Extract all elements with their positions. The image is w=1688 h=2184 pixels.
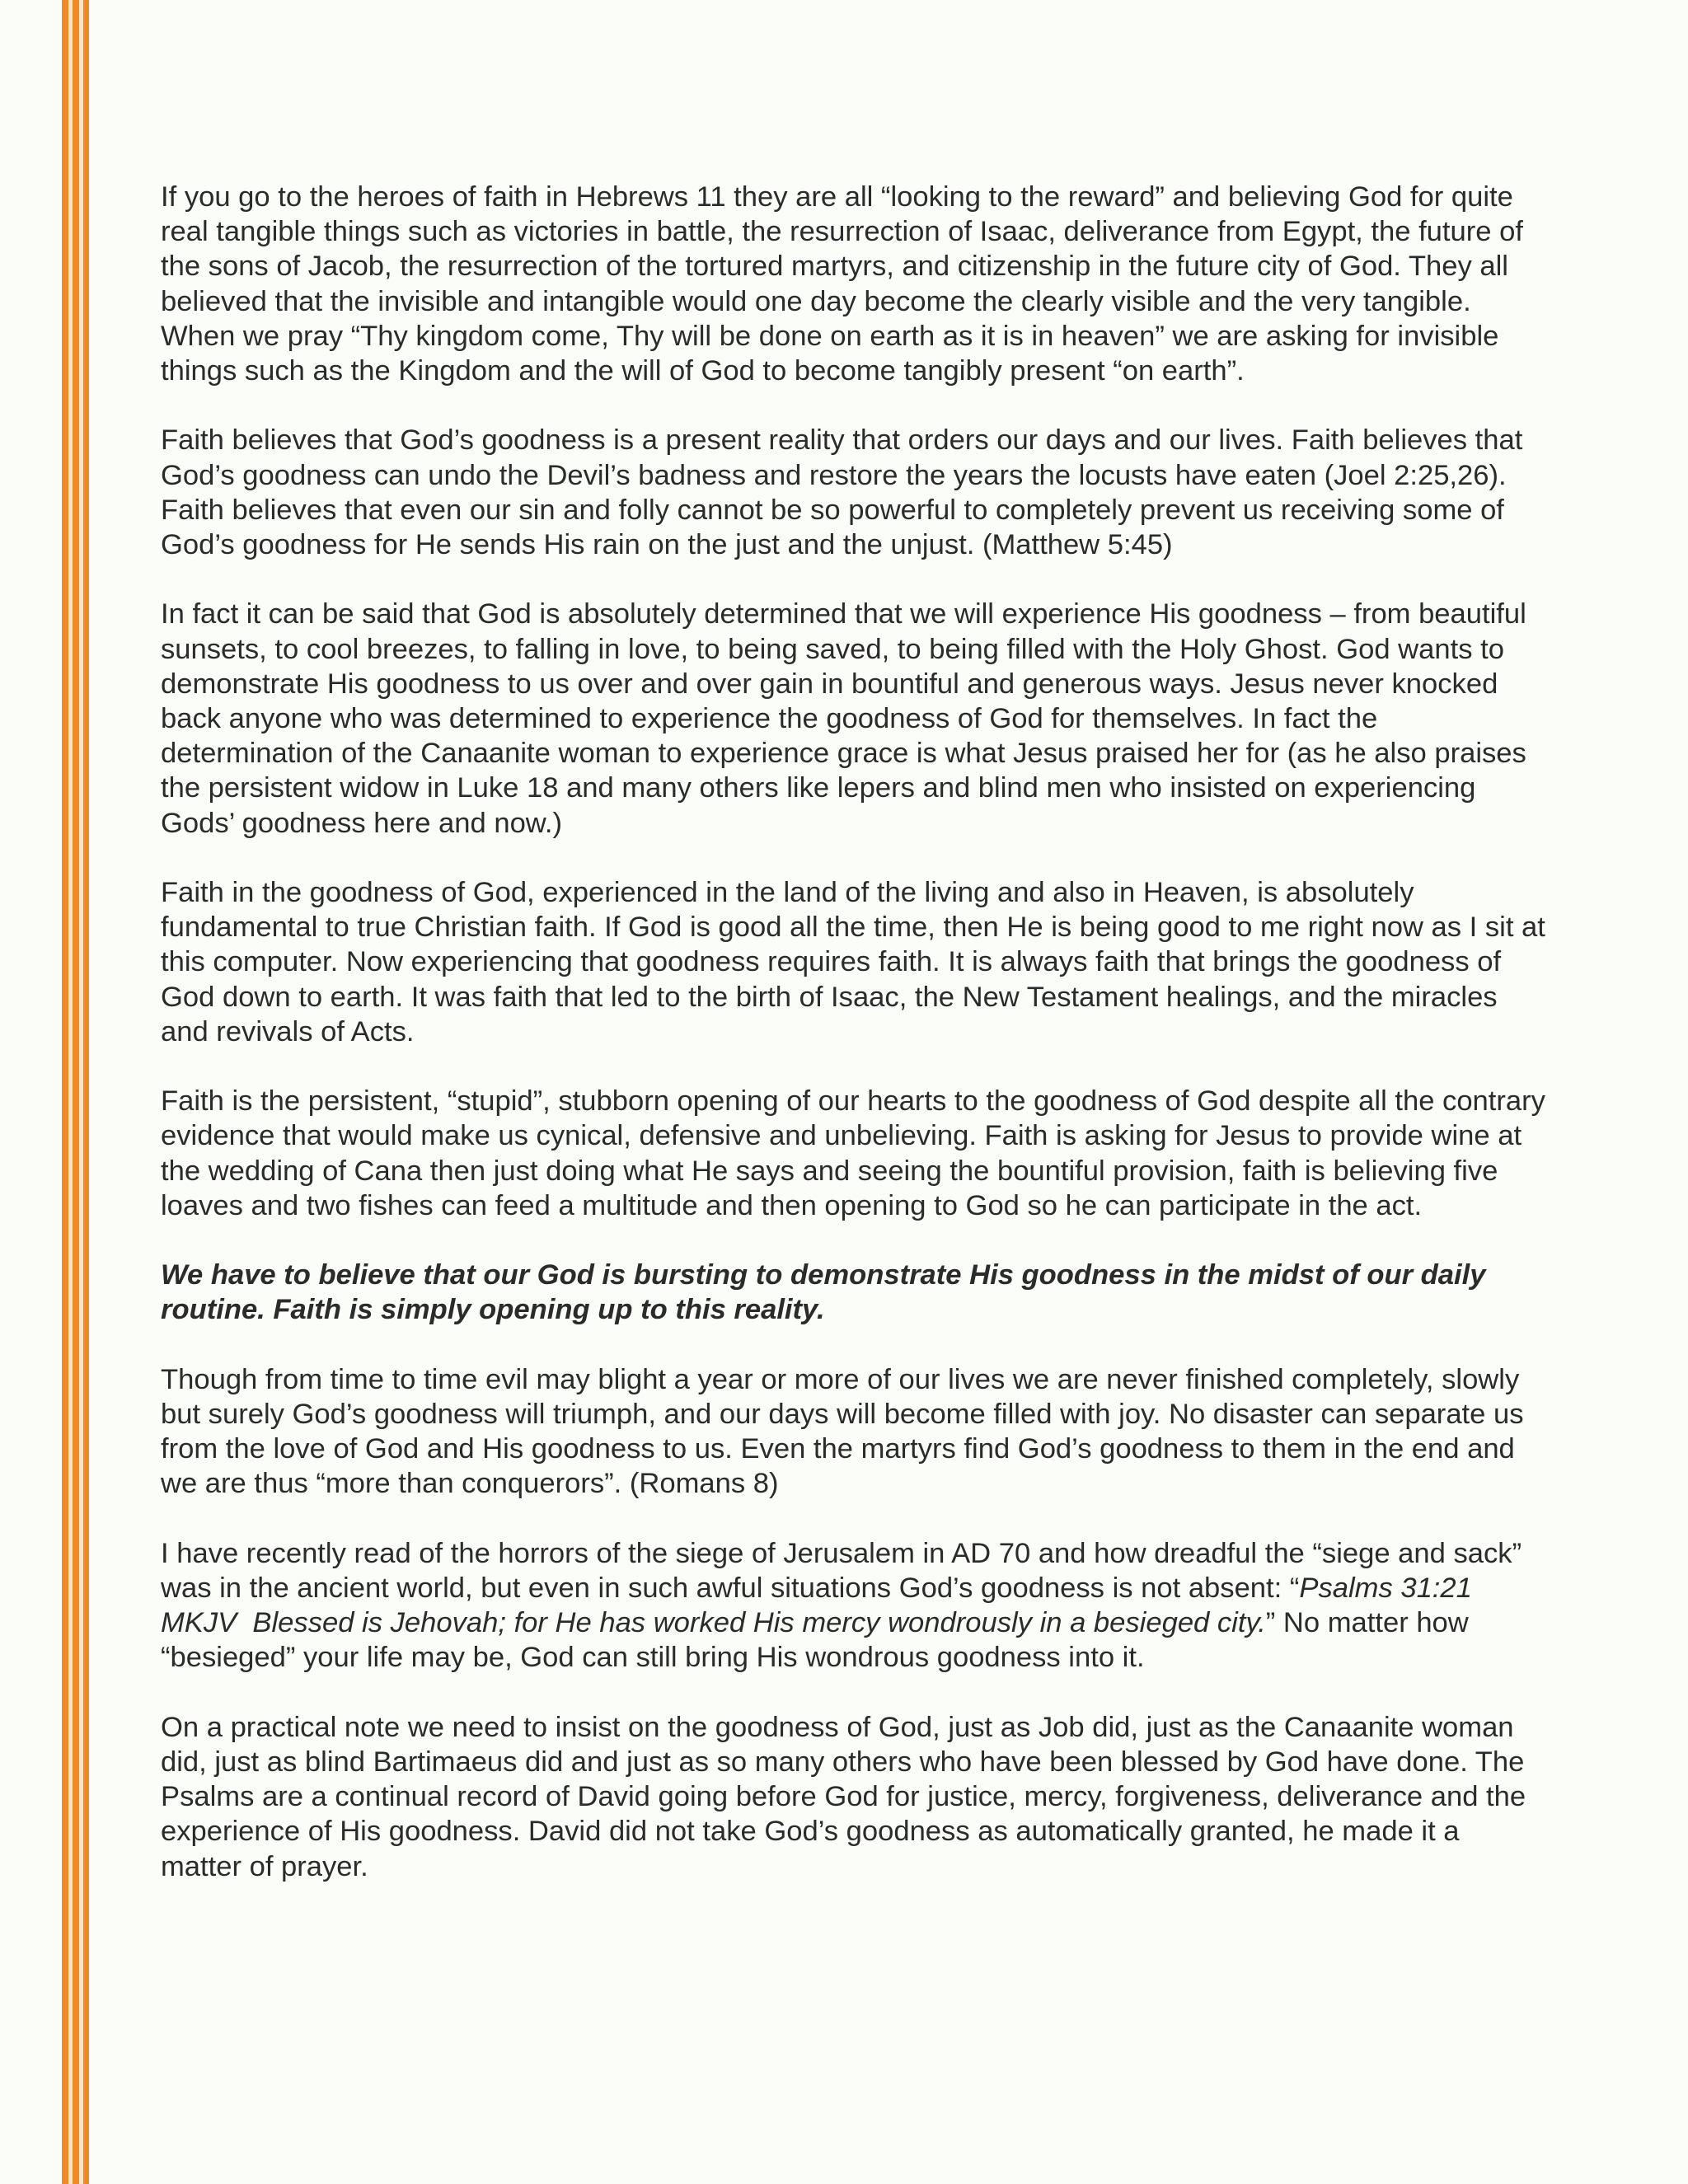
border-stripe	[62, 0, 68, 2184]
paragraph-practical-note: On a practical note we need to insist on the goodness of God, just as Job did, just as the Canaanite woman did, just as blind Bartimaeus did and just as so many others who have been blessed by God have done. The Psalms are a continual record of David going before God for justice, mercy, forgiveness, deliverance and the experience of His goodness. David did not take God’s goodness as automatically granted, he made it a matter of prayer.	[161, 1711, 1526, 1882]
paragraph-persistent-faith: Faith is the persistent, “stupid”, stubborn opening of our hearts to the goodness of God despite all the contrary evidence that would make us cynical, defensive and unbelieving. Faith is asking for Jesus to provide wine at the wedding of Cana then just doing what He says and seeing the bountiful provision, faith is believing five loaves and two fishes can feed a multitude and then opening to God so he can participate in the act.	[161, 1085, 1545, 1221]
psalm-quote: Psalms 31:21 MKJV Blessed is Jehovah; for He has worked His mercy wondrously in a besieged city.	[161, 1572, 1472, 1639]
document-body	[161, 180, 1545, 1919]
paragraph-heroes-of-faith: If you go to the heroes of faith in Hebrews 11 they are all “looking to the reward” and believing God for quite real tangible things such as victories in battle, the resurrection of Isaac, deliverance from Egypt, the future of the sons of Jacob, the resurrection of the tortured martyrs, and citizenship in the future city of God. They all believed that the invisible and intangible would one day become the clearly visible and the very tangible. When we pray “Thy kingdom come, Thy will be done on earth as it is in heaven” we are asking for invisible things such as the Kingdom and the will of God to become tangibly present “on earth”.	[161, 181, 1523, 387]
paragraph-faith-believes: Faith believes that God’s goodness is a present reality that orders our days and our lives. Faith believes that God’s goodness can undo the Devil’s badness and restore the years the locusts have eaten (Joel 2:25,26). Faith believes that even our sin and folly cannot be so powerful to completely prevent us receiving some of God’s goodness for He sends His rain on the just and the unjust. (Matthew 5:45)	[161, 424, 1523, 561]
border-stripe	[73, 0, 79, 2184]
paragraph-faith-in-goodness: Faith in the goodness of God, experienced in the land of the living and also in Heaven, is absolutely fundamental to true Christian faith. If God is good all the time, then He is being good to me right now as I sit at this computer. Now experiencing that goodness requires faith. It is always faith that brings the goodness of God down to earth. It was faith that led to the birth of Isaac, the New Testament healings, and the miracles and revivals of Acts.	[161, 877, 1545, 1047]
paragraph-emphasis: We have to believe that our God is bursting to demonstrate His goodness in the midst of our daily routine. Faith is simply opening up to this reality.	[161, 1259, 1486, 1326]
paragraph-evil-blight: Though from time to time evil may blight a year or more of our lives we are never finished completely, slowly but surely God’s goodness will triumph, and our days will become filled with joy. No disaster can separate us from the love of God and His goodness to us. Even the martyrs find God’s goodness to them in the end and we are thus “more than conquerors”. (Romans 8)	[161, 1363, 1524, 1500]
border-stripe	[83, 0, 89, 2184]
page-border-stripes	[0, 0, 91, 2184]
paragraph-siege-of-jerusalem	[161, 1536, 1545, 1675]
siege-text-after: ” No matter how “besieged” your life may be, God can still bring His wondrous goodness into it.	[161, 1607, 1469, 1674]
siege-text-before: I have recently read of the horrors of the siege of Jerusalem in AD 70 and how dreadful the “siege and sack” was in the ancient world, but even in such awful situations God’s goodness is not absent: “	[161, 1537, 1522, 1605]
paragraph-god-determined: In fact it can be said that God is absolutely determined that we will experience His goodness – from beautiful sunsets, to cool breezes, to falling in love, to being saved, to being filled with the Holy Ghost. God wants to demonstrate His goodness to us over and over gain in bountiful and generous ways. Jesus never knocked back anyone who was determined to experience the goodness of God for themselves. In fact the determination of the Canaanite woman to experience grace is what Jesus praised her for (as he also praises the persistent widow in Luke 18 and many others like lepers and blind men who insisted on experiencing Gods’ goodness here and now.)	[161, 598, 1526, 839]
